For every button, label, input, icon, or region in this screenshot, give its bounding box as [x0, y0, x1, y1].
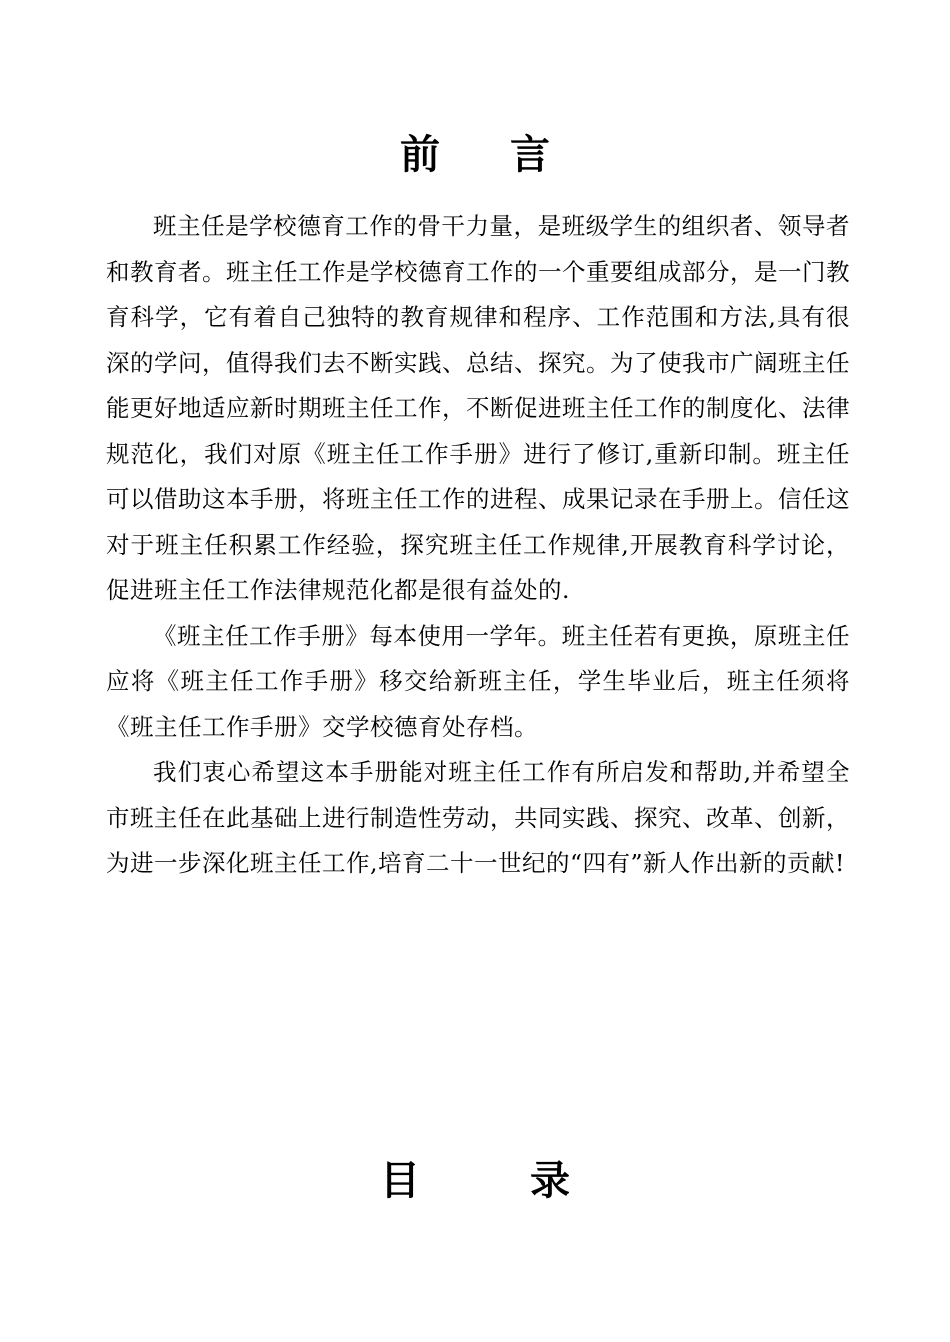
preface-paragraph-2: 《班主任工作手册》每本使用一学年。班主任若有更换，原班主任应将《班主任工作手册》移交给新班主任，学生毕业后，班主任须将《班主任工作手册》交学校德育处存档。: [106, 621, 850, 741]
preface-paragraph-3: 我们衷心希望这本手册能对班主任工作有所启发和帮助,并希望全市班主任在此基础上进行制造性劳动，共同实践、探究、改革、创新，为进一步深化班主任工作,培育二十一世纪的“四有”新人作出新的贡献!: [106, 758, 850, 877]
toc-title-char-2: 录: [530, 1156, 570, 1204]
toc-title-char-1: 目: [380, 1156, 420, 1204]
preface-paragraph-1: 班主任是学校德育工作的骨干力量，是班级学生的组织者、领导者和教育者。班主任工作是学校德育工作的一个重要组成部分，是一门教育科学，它有着自己独特的教育规律和程序、工作范围和方法,具有很深的学问，值得我们去不断实践、总结、探究。为了使我市广阔班主任能更好地适应新时期班主任工作，不断促进班主任工作的制度化、法律规范化，我们对原《班主任工作手册》进行了修订,重新印制。班主任可以借助这本手册，将班主任工作的进程、成果记录在手册上。信任这对于班主任积累工作经验，探究班主任工作规律,开展教育科学讨论，促进班主任工作法律规范化都是很有益处的.: [106, 212, 850, 604]
preface-title: [0, 131, 950, 179]
preface-title-char-1: 前: [400, 130, 440, 178]
toc-title: [0, 1157, 950, 1205]
preface-body: [106, 204, 850, 887]
preface-title-char-2: 言: [510, 130, 550, 178]
